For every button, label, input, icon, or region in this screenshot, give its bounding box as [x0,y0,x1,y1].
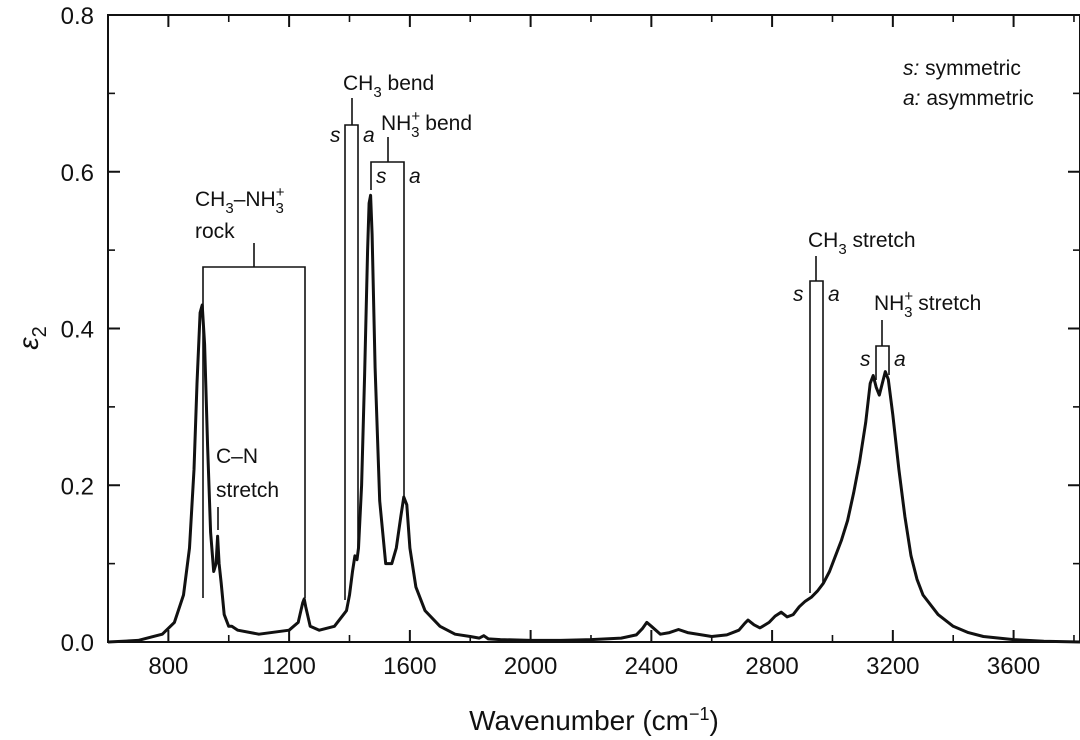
y-tick-label: 0.2 [60,473,94,501]
x-tick-label: 2000 [503,653,558,680]
y-tick-label: 0.4 [60,316,94,344]
ch3-bend-label: $CH_3$ bend [343,72,435,101]
nh3-bend-label: NH+ 3 bend [381,108,473,141]
ch3-bend-s: s [330,124,341,147]
x-tick-label: 3600 [986,653,1041,680]
y-axis-title: $\varepsilon_2$ [13,326,51,350]
ch3-stretch-bracket [810,256,823,593]
nh3-stretch-a: a [894,348,906,371]
nh3-bend-bracket [371,137,404,500]
nh3-bend-a: a [409,165,421,188]
x-tick-label: 2800 [745,653,799,680]
y-tick-label: 0.8 [60,3,94,30]
nh3-stretch-bracket [876,320,889,380]
x-tick-label: 2400 [624,653,679,680]
ch3-bend-bracket [345,98,358,600]
rock-label-line2: rock [195,220,235,243]
ch3-stretch-label: $CH_3$ stretch [808,229,916,258]
rock-label-line1: $CH_3-NH^+$ 3 [195,184,285,217]
y-tick-label: 0.0 [60,630,94,657]
x-tick-label: 1600 [383,653,437,680]
nh3-stretch-label: NH+ 3 stretch [874,288,982,321]
ch3-stretch-s: s [793,283,804,306]
ch3-bend-a: a [363,124,375,147]
nh3-stretch-s: s [860,348,871,371]
legend-note-asymmetric: a: asymmetric [903,87,1034,110]
y-tick-label: 0.6 [60,159,94,187]
legend-note-symmetric: s: symmetric [903,57,1021,80]
x-tick-label: 3200 [866,653,920,680]
x-axis-title: Wavenumber $(cm^{-1})$ [469,704,719,736]
nh3-bend-s: s [376,165,387,188]
cn-label-line2: stretch [216,479,280,502]
ch3-stretch-a: a [828,283,840,306]
cn-label-line1: C–N [216,445,259,468]
x-tick-label: 800 [148,653,189,680]
x-tick-label: 1200 [262,653,316,680]
